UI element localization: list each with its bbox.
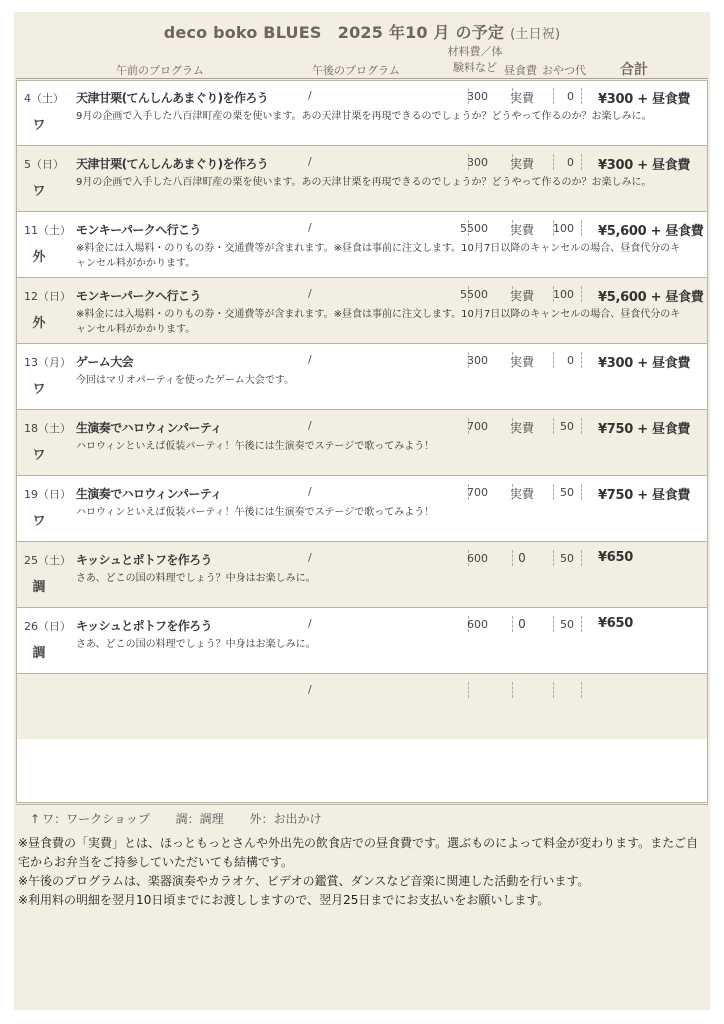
row-total: ¥650 — [598, 616, 633, 631]
row-am-program: 天津甘栗(てんしんあまぐり)を作ろう — [76, 157, 269, 171]
row-description: ※料金には入場料・のりもの券・交通費等が含まれます。※昼食は事前に注文します。10月7日以降のキャンセルの場合、昼食代分のキャンセル料がかかります。 — [76, 243, 681, 269]
row-lunch: 実費 — [509, 487, 534, 501]
table-row — [16, 278, 708, 344]
notes — [18, 834, 708, 910]
row-fee: 300 — [467, 354, 488, 367]
row-snack: 50 — [560, 618, 574, 631]
col-separator — [581, 352, 582, 368]
footer-divider — [16, 804, 708, 805]
row-pm-program: / — [308, 155, 312, 168]
col-header-total: 合計 — [620, 62, 648, 78]
table-row — [16, 344, 708, 410]
row-kind: ワ — [32, 514, 46, 529]
row-date: 19（日） — [24, 488, 71, 501]
title-text: deco boko BLUES 2025 年10 月 の予定 — [163, 23, 505, 42]
row-total: ¥300 + 昼食費 — [598, 356, 691, 371]
row-description: 今回はマリオパーティを使ったゲーム大会です。 — [76, 375, 295, 386]
row-fee: 5500 — [460, 222, 488, 235]
col-header-am: 午前のプログラム — [116, 64, 204, 77]
row-description: ハロウィンといえば仮装パーティ！午後には生演奏でステージで歌ってみよう！ — [76, 507, 435, 518]
row-description: 9月の企画で入手した八百津町産の栗を使います。あの天津甘栗を再現できるのでしょうか？どうやって作るのか？お楽しみに。 — [76, 177, 652, 188]
col-separator — [581, 286, 582, 302]
col-separator — [581, 154, 582, 170]
row-description: さあ、どこの国の料理でしょう？中身はお楽しみに。 — [76, 573, 316, 584]
table-row — [16, 80, 708, 146]
row-pm-program: / — [308, 485, 312, 498]
row-lunch: 実費 — [509, 91, 534, 105]
col-separator — [581, 484, 582, 500]
col-header-snack: おやつ代 — [542, 64, 586, 77]
title-note: (土日祝) — [510, 27, 561, 42]
col-separator — [581, 682, 582, 698]
row-snack: 0 — [567, 354, 574, 367]
row-kind: ワ — [32, 382, 46, 397]
row-kind: 調 — [32, 646, 46, 661]
legend-w-text: ワ：ワークショップ — [42, 812, 150, 826]
note-lunch: ※昼食費の「実費」とは、ほっともっとさんや外出先の飲食店での昼食費です。選ぶものによって料金が変わります。またご自宅からお弁当をご持参していただいても結構です。 — [18, 836, 699, 869]
row-am-program: 生演奏でハロウィンパーティ — [76, 487, 222, 501]
schedule-table — [16, 80, 708, 739]
note-payment: ※利用料の明細を翌月10日頃までにお渡ししますので、翌月25日までにお支払いをお願いします。 — [18, 893, 550, 907]
row-snack: 100 — [553, 288, 574, 301]
col-separator — [468, 682, 469, 698]
table-row — [16, 146, 708, 212]
table-row — [16, 542, 708, 608]
row-fee: 700 — [467, 486, 488, 499]
row-am-program: モンキーパークへ行こう — [76, 289, 201, 303]
row-fee: 600 — [467, 552, 488, 565]
row-pm-program: / — [308, 683, 312, 696]
row-am-program: キッシュとポトフを作ろう — [76, 619, 212, 633]
row-date: 25（土） — [24, 554, 71, 567]
row-description: ハロウィンといえば仮装パーティ！午後には生演奏でステージで歌ってみよう！ — [76, 441, 435, 452]
col-separator — [581, 220, 582, 236]
table-row — [16, 608, 708, 674]
row-kind: ワ — [32, 118, 46, 133]
legend-arrow: ↑ — [30, 812, 41, 826]
row-am-program: 天津甘栗(てんしんあまぐり)を作ろう — [76, 91, 269, 105]
note-afternoon: ※午後のプログラムは、楽器演奏やカラオケ、ビデオの鑑賞、ダンスなど音楽に関連した活動を行います。 — [18, 874, 590, 888]
row-am-program: 生演奏でハロウィンパーティ — [76, 421, 222, 435]
row-total: ¥750 + 昼食費 — [598, 422, 691, 437]
table-row — [16, 674, 708, 739]
row-lunch: 実費 — [509, 289, 534, 303]
row-lunch: 実費 — [509, 355, 534, 369]
col-separator — [581, 418, 582, 434]
row-snack: 100 — [553, 222, 574, 235]
row-fee: 700 — [467, 420, 488, 433]
row-fee: 5500 — [460, 288, 488, 301]
row-date: 26（日） — [24, 620, 71, 633]
row-pm-program: / — [308, 617, 312, 630]
row-snack: 0 — [567, 90, 574, 103]
row-lunch: 実費 — [509, 157, 534, 171]
col-separator — [581, 88, 582, 104]
row-snack: 0 — [567, 156, 574, 169]
table-row — [16, 410, 708, 476]
page-title — [14, 20, 710, 43]
row-date: 5（日） — [24, 158, 64, 171]
row-kind: 外 — [32, 316, 46, 331]
legend-workshop — [30, 812, 150, 826]
legend-cooking: 調：調理 — [175, 812, 224, 826]
table-row — [16, 476, 708, 542]
col-separator — [581, 616, 582, 632]
row-pm-program: / — [308, 353, 312, 366]
row-total: ¥750 + 昼食費 — [598, 488, 691, 503]
row-fee: 300 — [467, 90, 488, 103]
row-total: ¥5,600 + 昼食費 — [598, 290, 704, 305]
row-fee: 600 — [467, 618, 488, 631]
row-kind: ワ — [32, 184, 46, 199]
row-am-program: モンキーパークへ行こう — [76, 223, 201, 237]
row-total: ¥5,600 + 昼食費 — [598, 224, 704, 239]
blank-area — [16, 738, 708, 803]
row-date: 12（日） — [24, 290, 71, 303]
row-pm-program: / — [308, 419, 312, 432]
row-date: 11（土） — [24, 224, 71, 237]
row-kind: 調 — [32, 580, 46, 595]
row-lunch: 実費 — [509, 223, 534, 237]
row-am-program: ゲーム大会 — [76, 355, 134, 369]
row-description: さあ、どこの国の料理でしょう？中身はお楽しみに。 — [76, 639, 316, 650]
row-pm-program: / — [308, 221, 312, 234]
row-lunch: 0 — [518, 551, 526, 565]
row-date: 4（土） — [24, 92, 64, 105]
legend — [30, 810, 344, 827]
row-description: 9月の企画で入手した八百津町産の栗を使います。あの天津甘栗を再現できるのでしょうか？どうやって作るのか？お楽しみに。 — [76, 111, 652, 122]
row-fee: 300 — [467, 156, 488, 169]
row-pm-program: / — [308, 551, 312, 564]
row-snack: 50 — [560, 420, 574, 433]
row-kind: ワ — [32, 448, 46, 463]
row-total: ¥650 — [598, 550, 633, 565]
col-separator — [581, 550, 582, 566]
col-header-fee: 材料費／体験料など — [447, 45, 503, 74]
col-separator — [512, 682, 513, 698]
row-total: ¥300 + 昼食費 — [598, 92, 691, 107]
col-header-pm: 午後のプログラム — [312, 64, 400, 77]
row-pm-program: / — [308, 89, 312, 102]
row-date: 13（月） — [24, 356, 71, 369]
row-description: ※料金には入場料・のりもの券・交通費等が含まれます。※昼食は事前に注文します。10月7日以降のキャンセルの場合、昼食代分のキャンセル料がかかります。 — [76, 309, 681, 335]
row-kind: 外 — [32, 250, 46, 265]
row-snack: 50 — [560, 486, 574, 499]
row-lunch: 0 — [518, 617, 526, 631]
row-total: ¥300 + 昼食費 — [598, 158, 691, 173]
row-am-program: キッシュとポトフを作ろう — [76, 553, 212, 567]
row-lunch: 実費 — [509, 421, 534, 435]
col-header-lunch: 昼食費 — [504, 64, 537, 77]
table-row — [16, 212, 708, 278]
header-divider — [16, 78, 708, 79]
row-pm-program: / — [308, 287, 312, 300]
legend-outing: 外：お出かけ — [249, 812, 322, 826]
row-date: 18（土） — [24, 422, 71, 435]
row-snack: 50 — [560, 552, 574, 565]
col-separator — [553, 682, 554, 698]
schedule-page — [14, 12, 710, 1010]
